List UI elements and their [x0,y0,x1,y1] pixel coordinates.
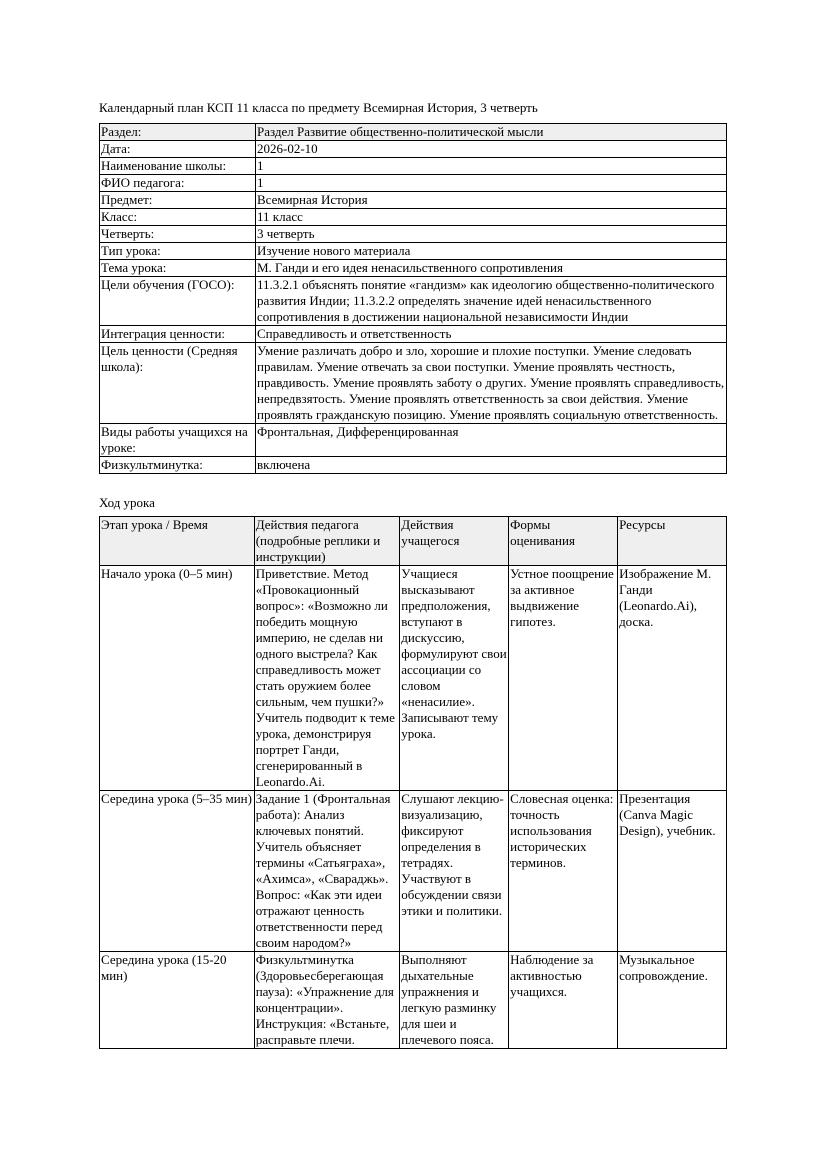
info-label: Предмет: [100,192,256,209]
info-label: Виды работы учащихся на уроке: [100,424,256,457]
info-row [100,124,727,141]
info-value: 11.3.2.1 объяснять понятие «гандизм» как идеологию общественно-политического развития Индии; 11.3.2.2 определять значение идей ненасильственного сопротивления в достижении национальной независимости Индии [256,277,727,326]
resources-cell: Изображение М. Ганди (Leonardo.Ai), доска. [618,566,727,791]
header-teacher-actions: Действия педагога (подробные реплики и инструкции) [254,517,400,566]
plan-row [100,791,727,952]
stage-cell: Середина урока (15-20 мин) [100,952,255,1049]
info-value: 1 [256,158,727,175]
lesson-info-table [99,123,727,474]
assessment-cell: Словесная оценка: точность использования исторических терминов. [509,791,618,952]
info-row [100,424,727,457]
info-value: М. Ганди и его идея ненасильственного сопротивления [256,260,727,277]
assessment-cell: Наблюдение за активностью учащихся. [509,952,618,1049]
resources-cell: Музыкальное сопровождение. [618,952,727,1049]
info-label: Интеграция ценности: [100,326,256,343]
header-resources: Ресурсы [618,517,727,566]
info-label: Тема урока: [100,260,256,277]
info-label: Физкультминутка: [100,457,256,474]
info-value: 11 класс [256,209,727,226]
info-row [100,277,727,326]
info-row [100,457,727,474]
info-value: 2026-02-10 [256,141,727,158]
header-student-actions: Действия учащегося [400,517,509,566]
info-value: Справедливость и ответственность [256,326,727,343]
info-value: 1 [256,175,727,192]
student-actions-cell: Учащиеся высказывают предположения, вступают в дискуссию, формулируют свои ассоциации со словом «ненасилие». Записывают тему урока. [400,566,509,791]
info-row [100,141,727,158]
student-actions-cell: Выполняют дыхательные упражнения и легкую разминку для шеи и плечевого пояса. [400,952,509,1049]
info-label: Дата: [100,141,256,158]
info-row [100,326,727,343]
info-row [100,192,727,209]
header-assessment: Формы оценивания [509,517,618,566]
info-label: Наименование школы: [100,158,256,175]
info-value: включена [256,457,727,474]
info-row [100,158,727,175]
info-row [100,226,727,243]
assessment-cell: Устное поощрение за активное выдвижение гипотез. [509,566,618,791]
info-row [100,260,727,277]
info-label: Четверть: [100,226,256,243]
info-value: 3 четверть [256,226,727,243]
lesson-plan-table [99,516,727,1049]
info-label: Класс: [100,209,256,226]
plan-row [100,952,727,1049]
plan-row [100,566,727,791]
stage-cell: Середина урока (5–35 мин) [100,791,255,952]
info-value: Фронтальная, Дифференцированная [256,424,727,457]
info-row [100,209,727,226]
student-actions-cell: Слушают лекцию-визуализацию, фиксируют определения в тетрадях. Участвуют в обсуждении связи этики и политики. [400,791,509,952]
info-label: Цели обучения (ГОСО): [100,277,256,326]
teacher-actions-cell: Физкультминутка (Здоровьесберегающая пауза): «Упражнение для концентрации». Инструкция: «Встаньте, расправьте плечи. [254,952,400,1049]
info-label: Тип урока: [100,243,256,260]
info-label: Раздел: [100,124,256,141]
info-row [100,175,727,192]
lesson-progress-heading: Ход урока [99,495,155,510]
info-label: ФИО педагога: [100,175,256,192]
info-value: Раздел Развитие общественно-политической мысли [256,124,727,141]
info-row [100,243,727,260]
header-stage: Этап урока / Время [100,517,255,566]
info-label: Цель ценности (Средняя школа): [100,343,256,424]
plan-header-row [100,517,727,566]
info-row [100,343,727,424]
stage-cell: Начало урока (0–5 мин) [100,566,255,791]
info-value: Умение различать добро и зло, хорошие и плохие поступки. Умение следовать правилам. Умение отвечать за свои поступки. Умение проявлять честность, правдивость. Умение проявлять заботу о других. Умение проявлять справедливость, непредвзятость. Умение проявлять ответственность за свои действия. Умение проявлять гражданскую позицию. Умение проявлять социальную ответственность. [256,343,727,424]
resources-cell: Презентация (Canva Magic Design), учебник. [618,791,727,952]
document-title: Календарный план КСП 11 класса по предмету Всемирная История, 3 четверть [99,100,538,115]
info-value: Всемирная История [256,192,727,209]
teacher-actions-cell: Приветствие. Метод «Провокационный вопрос»: «Возможно ли победить мощную империю, не сделав ни одного выстрела? Как справедливость может стать оружием более сильным, чем пушки?» Учитель подводит к теме урока, демонстрируя портрет Ганди, сгенерированный в Leonardo.Ai. [254,566,400,791]
teacher-actions-cell: Задание 1 (Фронтальная работа): Анализ ключевых понятий. Учитель объясняет термины «Сатьяграха», «Ахимса», «Свараджь». Вопрос: «Как эти идеи отражают ценность ответственности перед своим народом?» [254,791,400,952]
info-value: Изучение нового материала [256,243,727,260]
